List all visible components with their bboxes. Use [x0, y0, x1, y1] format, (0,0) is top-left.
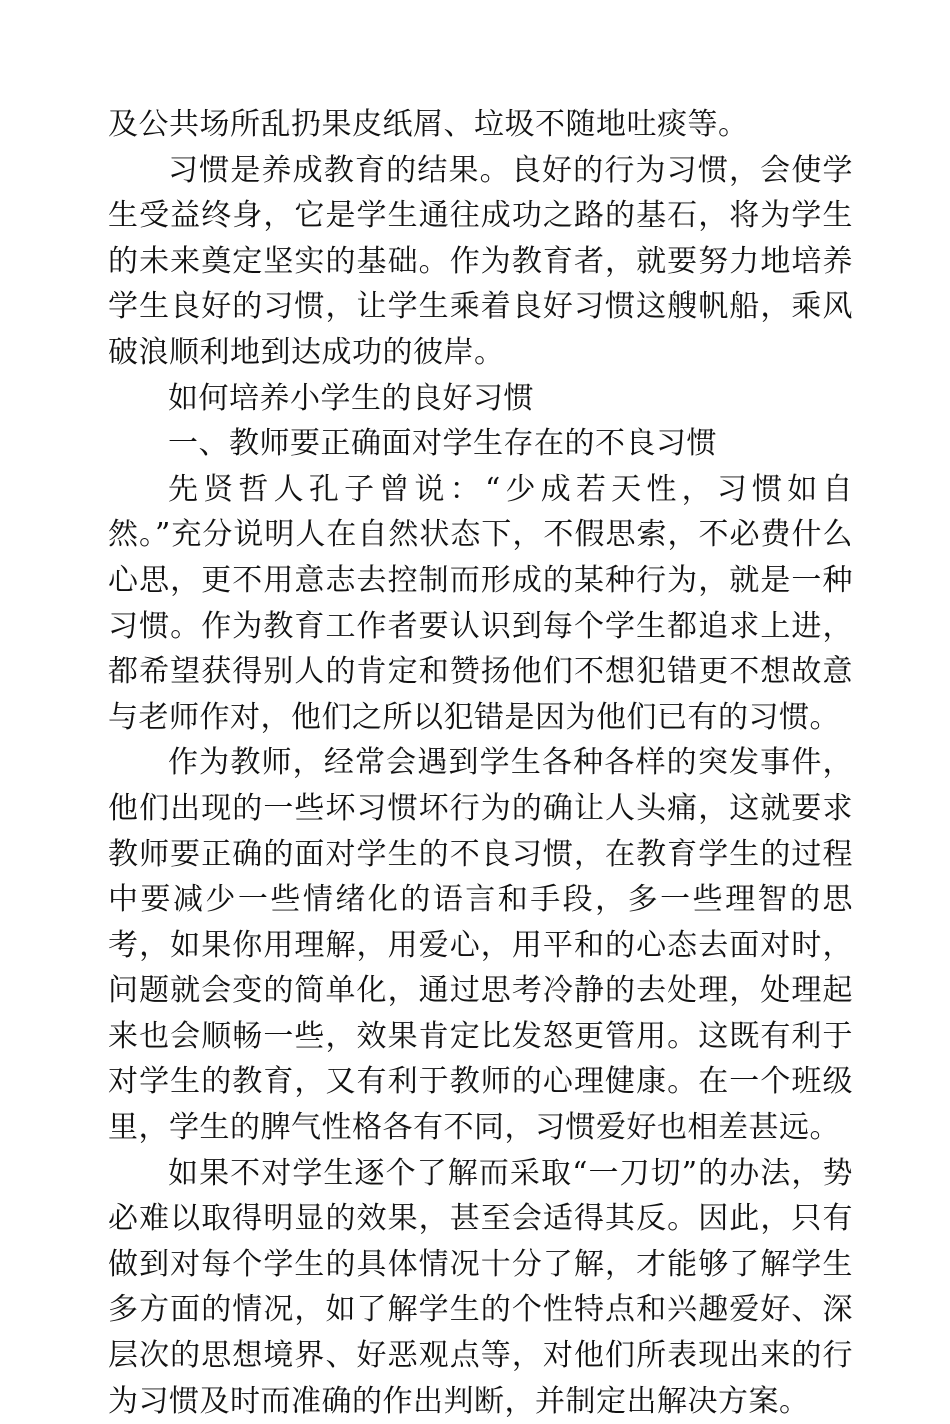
- paragraph-individual-understanding: 如果不对学生逐个了解而采取“一刀切”的办法，势必难以取得明显的效果，甚至会适得其反。因此，只有做到对每个学生的具体情况十分了解，才能够了解学生多方面的情况，如了解学生的个性特点和兴趣爱好、深层次的思想境界、好恶观点等，对他们所表现出来的行为习惯及时而准确的作出判断，并制定出解决方案。: [108, 1155, 853, 1419]
- paragraph-confucius-quote: 先贤哲人孔子曾说：“少成若天性，习惯如自然。”充分说明人在自然状态下，不假思索，不必费什么心思，更不用意志去控制而形成的某种行为，就是一种习惯。作为教育工作者要认识到每个学生都追求上进，都希望获得别人的肯定和赞扬他们不想犯错更不想故意与老师作对，他们之所以犯错是因为他们已有的习惯。: [108, 471, 853, 735]
- paragraph-teacher-response: 作为教师，经常会遇到学生各种各样的突发事件，他们出现的一些坏习惯坏行为的确让人头痛，这就要求教师要正确的面对学生的不良习惯，在教育学生的过程中要减少一些情绪化的语言和手段，多一些理智的思考，如果你用理解，用爱心，用平和的心态去面对时，问题就会变的简单化，通过思考冷静的去处理，处理起来也会顺畅一些，效果肯定比发怒更管用。这既有利于对学生的教育，又有利于教师的心理健康。在一个班级里，学生的脾气性格各有不同，习惯爱好也相差甚远。: [108, 745, 853, 1146]
- paragraph-continuation: 及公共场所乱扔果皮纸屑、垃圾不随地吐痰等。: [108, 107, 749, 142]
- body-text: [108, 102, 853, 1424]
- section-heading: 如何培养小学生的良好习惯: [168, 380, 534, 416]
- paragraph-habit-result: 习惯是养成教育的结果。良好的行为习惯，会使学生受益终身，它是学生通往成功之路的基石，将为学生的未来奠定坚实的基础。作为教育者，就要努力地培养学生良好的习惯，让学生乘着良好习惯这艘帆船，乘风破浪顺利地到达成功的彼岸。: [108, 152, 853, 370]
- subsection-heading: 一、教师要正确面对学生存在的不良习惯: [168, 426, 717, 462]
